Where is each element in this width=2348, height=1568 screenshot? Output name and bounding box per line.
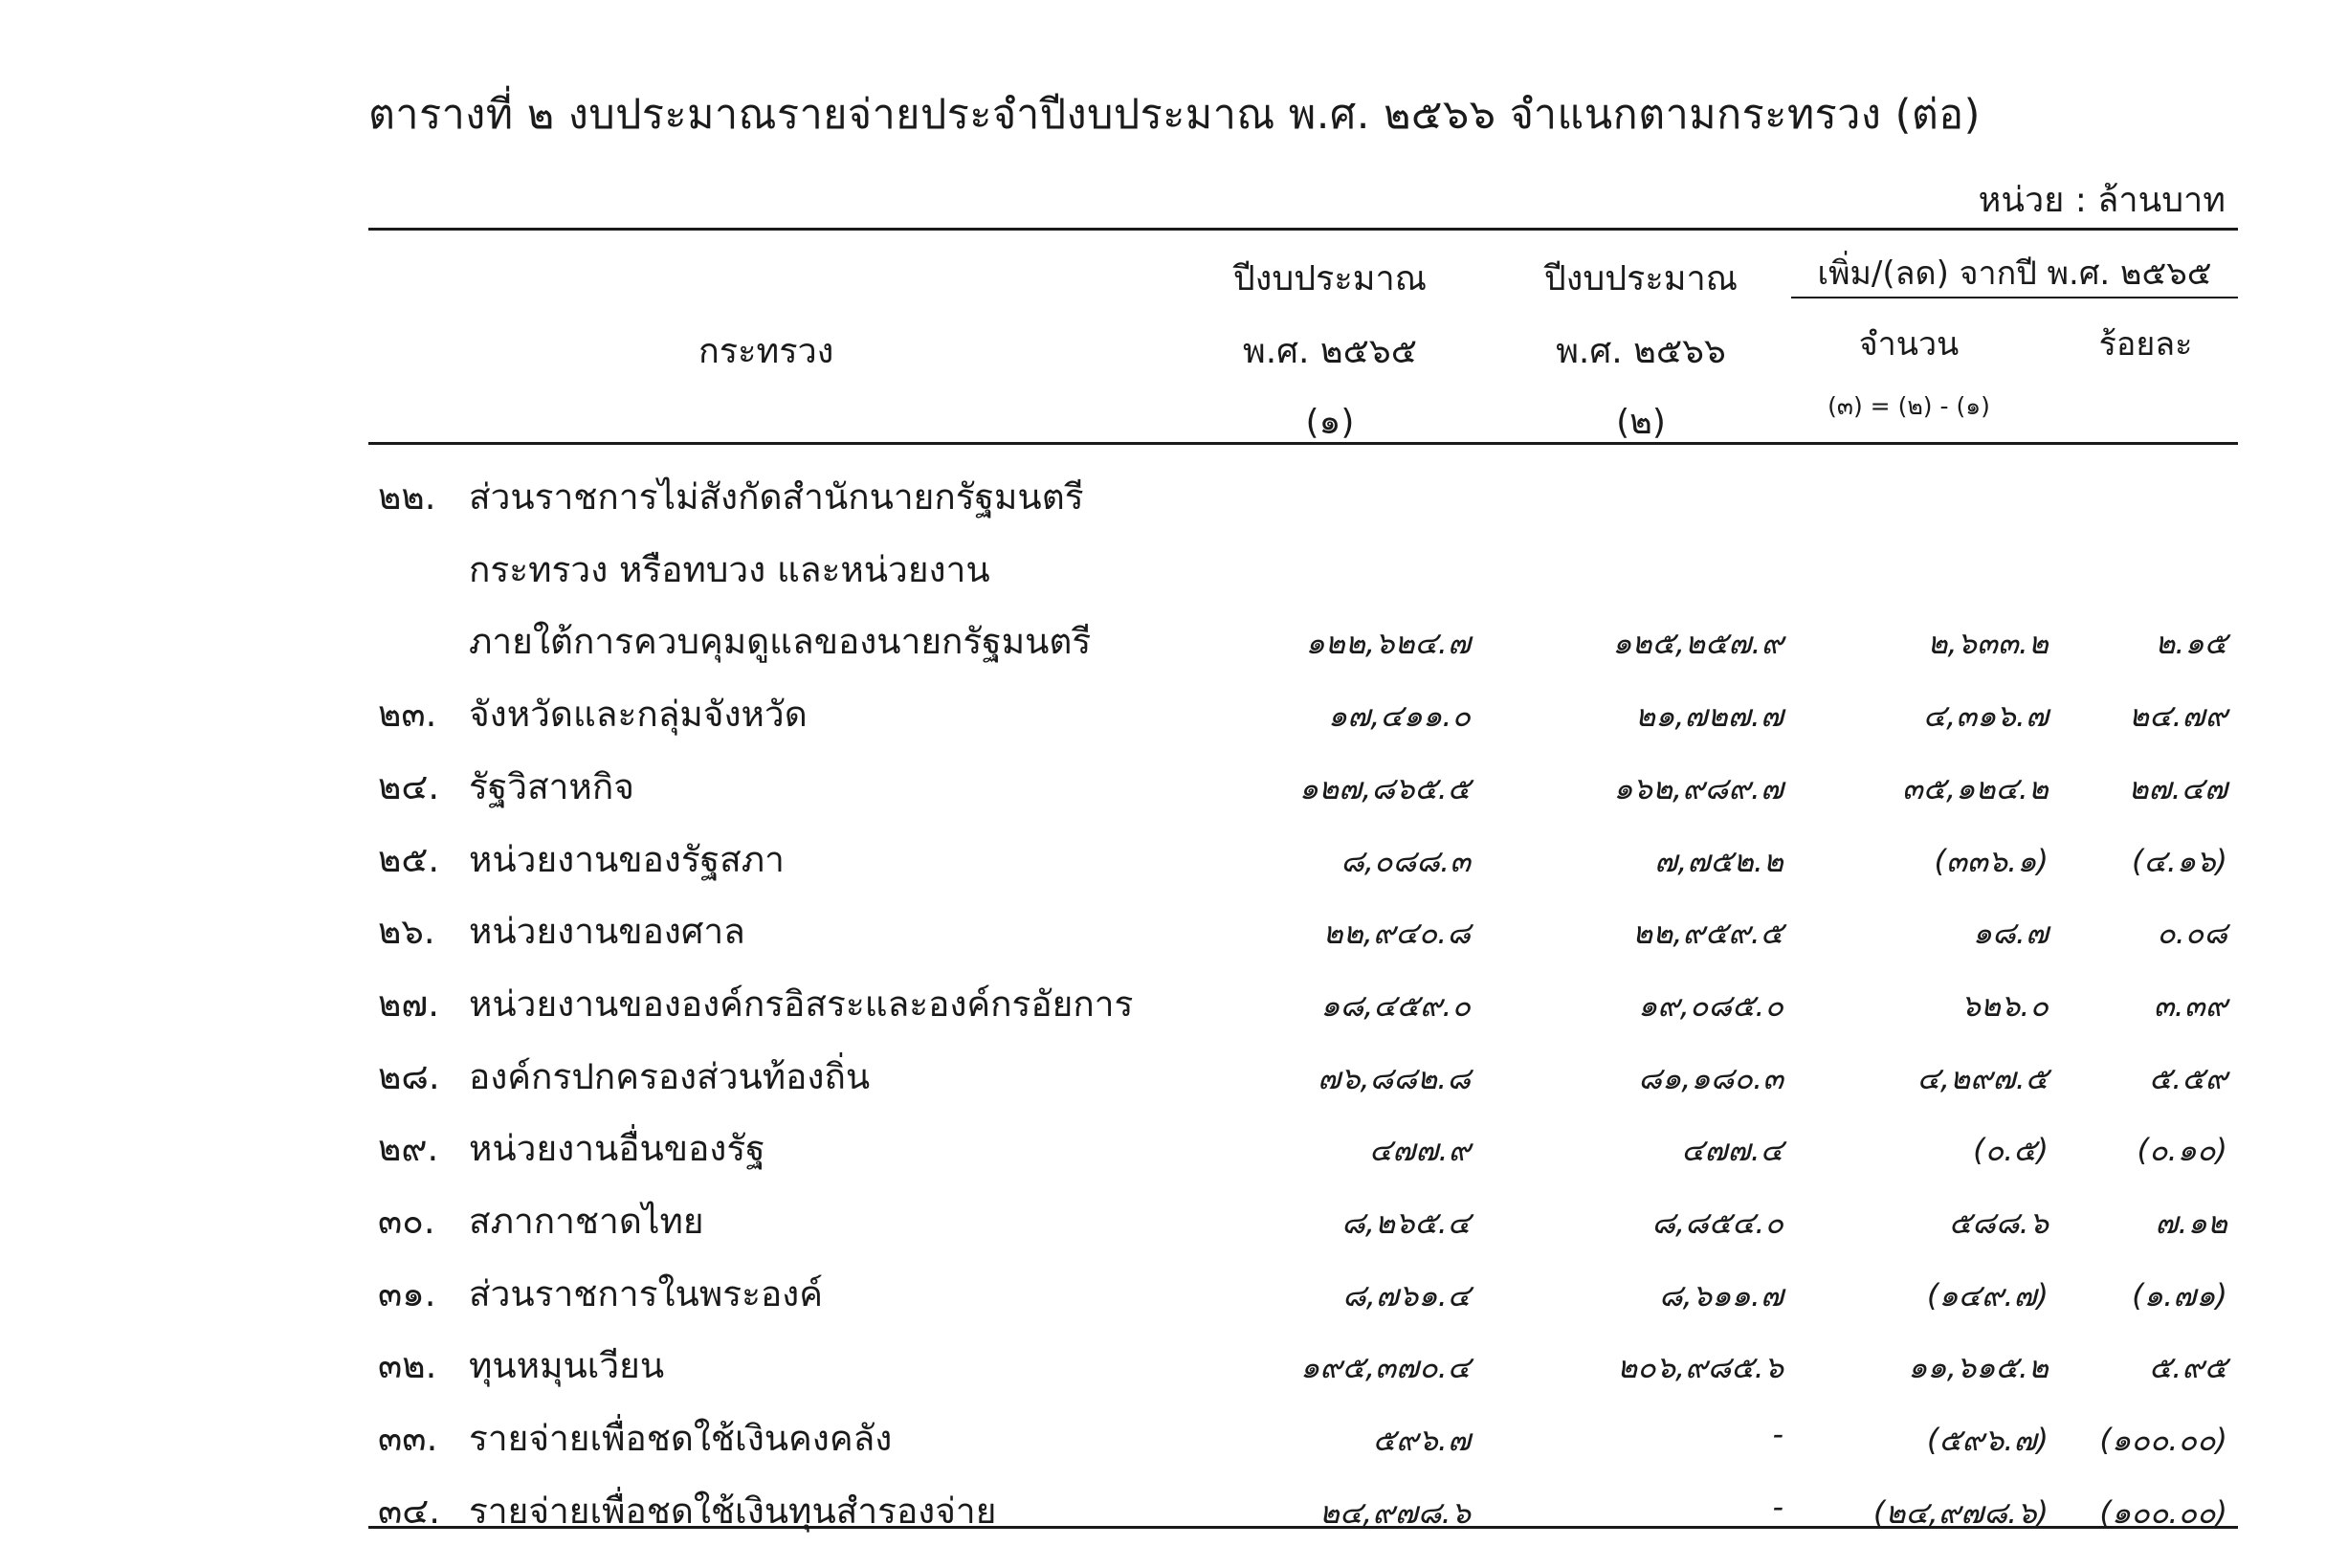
row-value-2566: ๘,๖๑๑.๗: [1658, 1276, 1783, 1314]
row-change-percent: ๓.๓๙: [2153, 986, 2227, 1024]
row-value-2566: ๒๑,๗๒๗.๗: [1634, 697, 1783, 735]
table-row: [0, 469, 2348, 526]
row-number: ๒๖.: [378, 911, 435, 953]
row-change-percent: (๑๐๐.๐๐): [2099, 1422, 2227, 1459]
row-value-2566: ๑๙,๐๘๕.๐: [1637, 986, 1783, 1024]
table-row: [0, 903, 2348, 961]
table-row: [0, 1483, 2348, 1540]
table-row: [0, 831, 2348, 889]
row-change-amount: ๔,๒๙๗.๕: [1916, 1059, 2049, 1096]
row-value-2566: ๘,๘๕๔.๐: [1651, 1204, 1783, 1241]
row-change-percent: ๗.๑๒: [2155, 1204, 2227, 1241]
header-col2-line1: ปีงบประมาณ: [1543, 259, 1739, 298]
row-value-2565: ๑๙๕,๓๗๐.๔: [1300, 1349, 1471, 1386]
row-change-percent: ๕.๙๕: [2148, 1349, 2227, 1386]
row-value-2566: ๗,๗๕๒.๒: [1654, 842, 1783, 879]
row-change-percent: ๕.๕๙: [2148, 1059, 2227, 1096]
row-ministry-name: หน่วยงานอื่นของรัฐ: [469, 1128, 765, 1170]
row-value-2565: ๔๗๗.๙: [1369, 1132, 1471, 1169]
row-number: ๓๒.: [378, 1345, 437, 1387]
row-value-2566: ๑๒๕,๒๕๗.๙: [1612, 625, 1783, 662]
header-col1-line2: พ.ศ. ๒๕๖๕: [1243, 332, 1417, 371]
row-number: ๒๗.: [378, 983, 439, 1025]
table-row: [0, 976, 2348, 1033]
row-value-2566: -: [1772, 1488, 1783, 1525]
row-value-2565: ๘,๒๖๕.๔: [1341, 1204, 1471, 1241]
row-value-2566: ๘๑,๑๘๐.๓: [1638, 1059, 1783, 1096]
header-col1-line3: (๑): [1305, 403, 1355, 442]
row-value-2566: ๑๖๒,๙๘๙.๗: [1613, 769, 1783, 806]
table-row: [0, 1410, 2348, 1468]
row-ministry-name: องค์กรปกครองส่วนท้องถิ่น: [469, 1055, 871, 1097]
row-ministry-name: จังหวัดและกลุ่มจังหวัด: [469, 694, 808, 736]
row-value-2566: ๒๐๖,๙๘๕.๖: [1617, 1349, 1783, 1386]
table-row: [0, 1120, 2348, 1178]
row-ministry-name: หน่วยงานของศาล: [469, 911, 745, 953]
row-ministry-name: หน่วยงานขององค์กรอิสระและองค์กรอัยการ: [469, 983, 1134, 1025]
header-col2-line3: (๒): [1616, 403, 1666, 442]
table-row: [0, 1193, 2348, 1250]
row-ministry-name: ส่วนราชการในพระองค์: [469, 1272, 823, 1314]
header-change-group: เพิ่ม/(ลด) จากปี พ.ศ. ๒๕๖๕: [1817, 254, 2212, 293]
row-change-amount: (๑๔๙.๗): [1926, 1276, 2049, 1314]
row-number: ๓๑.: [378, 1272, 436, 1314]
header-col2-line2: พ.ศ. ๒๕๖๖: [1556, 332, 1726, 371]
row-value-2565: ๒๔,๙๗๘.๖: [1318, 1493, 1471, 1531]
table-row: [0, 541, 2348, 599]
row-value-2565: ๕๙๖.๗: [1372, 1422, 1471, 1459]
table-row: [0, 1337, 2348, 1395]
header-col1-line1: ปีงบประมาณ: [1232, 259, 1428, 298]
row-change-percent: ๒.๑๕: [2155, 625, 2227, 662]
row-ministry-name: ภายใต้การควบคุมดูแลของนายกรัฐมนตรี: [469, 621, 1092, 663]
table-top-rule: [368, 228, 2238, 231]
row-change-amount: ๔,๓๑๖.๗: [1922, 697, 2049, 735]
row-change-amount: ๓๕,๑๒๔.๒: [1901, 769, 2049, 806]
row-value-2565: ๑๘,๔๕๙.๐: [1320, 986, 1471, 1024]
row-change-percent: ๒๗.๔๗: [2128, 769, 2227, 806]
row-change-percent: ๐.๐๘: [2157, 915, 2227, 952]
row-number: ๒๓.: [378, 694, 437, 736]
row-number: ๓๔.: [378, 1490, 441, 1532]
row-change-amount: ๖๒๖.๐: [1960, 986, 2049, 1024]
row-number: ๓๐.: [378, 1201, 435, 1242]
header-ministry: กระทรวง: [698, 332, 834, 371]
row-change-amount: (๐.๕): [1973, 1132, 2049, 1169]
row-value-2565: ๘,๐๘๘.๓: [1340, 842, 1471, 879]
row-change-amount: ๒,๖๓๓.๒: [1927, 625, 2049, 662]
row-ministry-name: ส่วนราชการไม่สังกัดสำนักนายกรัฐมนตรี: [469, 476, 1084, 518]
row-ministry-name: กระทรวง หรือทบวง และหน่วยงาน: [469, 548, 990, 590]
row-change-amount: ๑๘.๗: [1972, 915, 2049, 952]
row-value-2565: ๑๒๒,๖๒๔.๗: [1305, 625, 1471, 662]
row-number: ๒๘.: [378, 1055, 440, 1097]
row-value-2565: ๒๒,๙๔๐.๘: [1322, 915, 1471, 952]
row-number: ๒๕.: [378, 838, 440, 880]
row-value-2565: ๗๖,๘๘๒.๘: [1318, 1059, 1471, 1096]
header-amount-formula: (๓) = (๒) - (๑): [1827, 392, 1990, 420]
table-row: [0, 1266, 2348, 1323]
row-change-amount: ๑๑,๖๑๕.๒: [1908, 1349, 2049, 1386]
row-value-2565: ๑๗,๔๑๑.๐: [1327, 697, 1471, 735]
table-row: [0, 759, 2348, 816]
row-number: ๒๔.: [378, 765, 440, 807]
table-title: ตารางที่ ๒ งบประมาณรายจ่ายประจำปีงบประมาณ พ.ศ. ๒๕๖๖ จำแนกตามกระทรวง (ต่อ): [368, 91, 1981, 139]
row-change-percent: (๑.๗๑): [2132, 1276, 2227, 1314]
row-ministry-name: รายจ่ายเพื่อชดใช้เงินทุนสำรองจ่าย: [469, 1490, 997, 1532]
row-value-2566: ๒๒,๙๕๙.๕: [1632, 915, 1783, 952]
row-change-amount: (๓๓๖.๑): [1934, 842, 2049, 879]
row-ministry-name: รัฐวิสาหกิจ: [469, 765, 634, 807]
header-percent: ร้อยละ: [2098, 325, 2193, 364]
row-value-2566: -: [1772, 1416, 1783, 1453]
table-row: [0, 1049, 2348, 1106]
row-change-percent: ๒๔.๗๙: [2129, 697, 2227, 735]
row-change-amount: ๕๘๘.๖: [1948, 1204, 2049, 1241]
row-change-percent: (๔.๑๖): [2132, 842, 2227, 879]
row-ministry-name: สภากาชาดไทย: [469, 1201, 704, 1242]
row-value-2565: ๑๒๗,๘๖๕.๕: [1298, 769, 1471, 806]
table-row: [0, 613, 2348, 671]
row-number: ๒๒.: [378, 476, 436, 518]
row-value-2566: ๔๗๗.๔: [1681, 1132, 1783, 1169]
unit-label: หน่วย : ล้านบาท: [1978, 181, 2226, 220]
row-change-amount: (๕๙๖.๗): [1926, 1422, 2049, 1459]
row-change-amount: (๒๔,๙๗๘.๖): [1872, 1493, 2049, 1531]
row-number: ๓๓.: [378, 1418, 438, 1460]
row-change-percent: (๐.๑๐): [2137, 1132, 2227, 1169]
header-amount: จำนวน: [1858, 325, 1960, 364]
row-ministry-name: หน่วยงานของรัฐสภา: [469, 838, 785, 880]
row-ministry-name: ทุนหมุนเวียน: [469, 1345, 665, 1387]
row-ministry-name: รายจ่ายเพื่อชดใช้เงินคงคลัง: [469, 1418, 893, 1460]
row-number: ๒๙.: [378, 1128, 439, 1170]
row-change-percent: (๑๐๐.๐๐): [2099, 1493, 2227, 1531]
table-row: [0, 686, 2348, 743]
row-value-2565: ๘,๗๖๑.๔: [1342, 1276, 1471, 1314]
